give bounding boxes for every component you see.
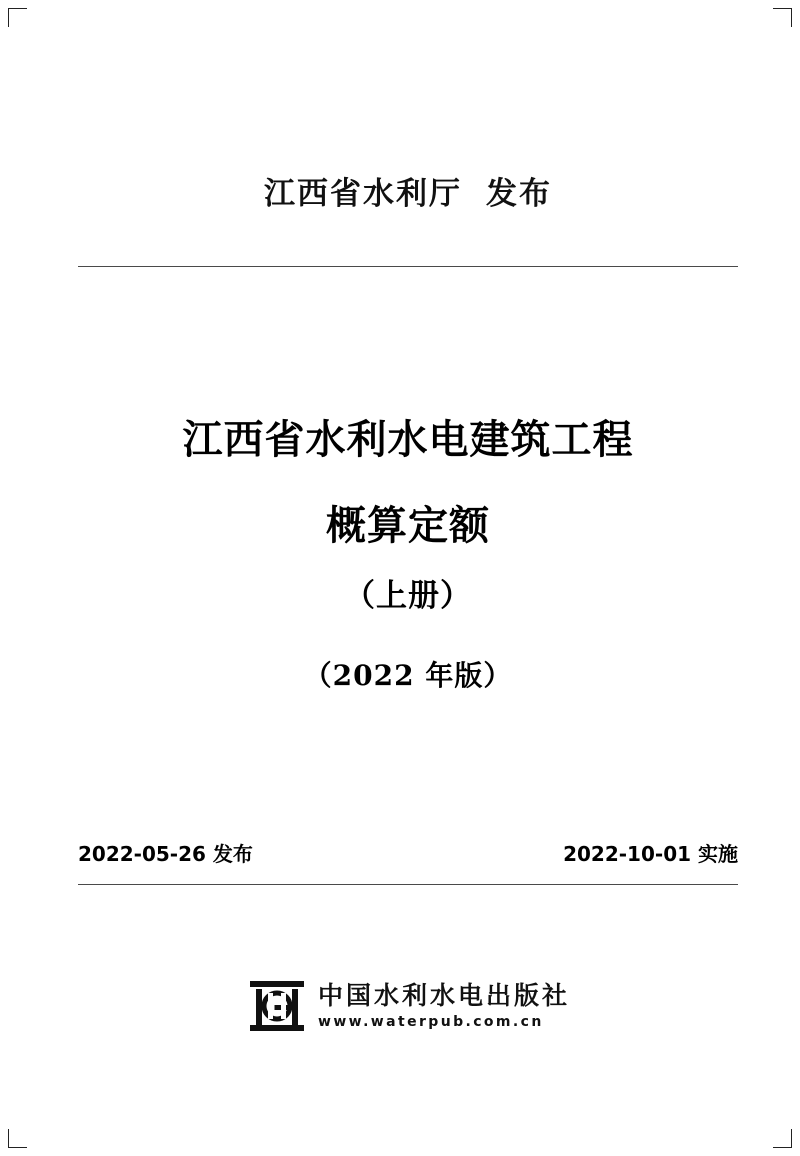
- publisher-authority: 江西省水利厅: [264, 176, 462, 212]
- crop-mark-bottom-right: [773, 1129, 792, 1148]
- title-volume: （上册）: [344, 578, 472, 614]
- publisher-logo-block: [78, 975, 738, 1037]
- issue-date: 2022-05-26 发布: [78, 842, 253, 866]
- divider-top: [78, 266, 738, 267]
- publisher-name: 中国水利水电出版社: [317, 980, 570, 1010]
- publisher-authority-line: [78, 168, 738, 213]
- crop-mark-top-right: [773, 8, 792, 27]
- divider-bottom: [78, 884, 738, 885]
- title-main: 江西省水利水电建筑工程: [182, 416, 634, 463]
- crop-mark-bottom-left: [8, 1129, 27, 1148]
- effective-date: 2022-10-01 实施: [563, 842, 738, 866]
- publisher-action: 发布: [486, 176, 552, 212]
- date-row: [78, 838, 738, 867]
- crop-mark-top-left: [8, 8, 27, 27]
- title-sub: 概算定额: [326, 502, 490, 549]
- publisher-url: www.waterpub.com.cn: [317, 1014, 544, 1031]
- title-edition: （2022 年版）: [303, 659, 513, 692]
- cover-page: [78, 0, 738, 1156]
- waterpub-logo-icon: [246, 975, 308, 1037]
